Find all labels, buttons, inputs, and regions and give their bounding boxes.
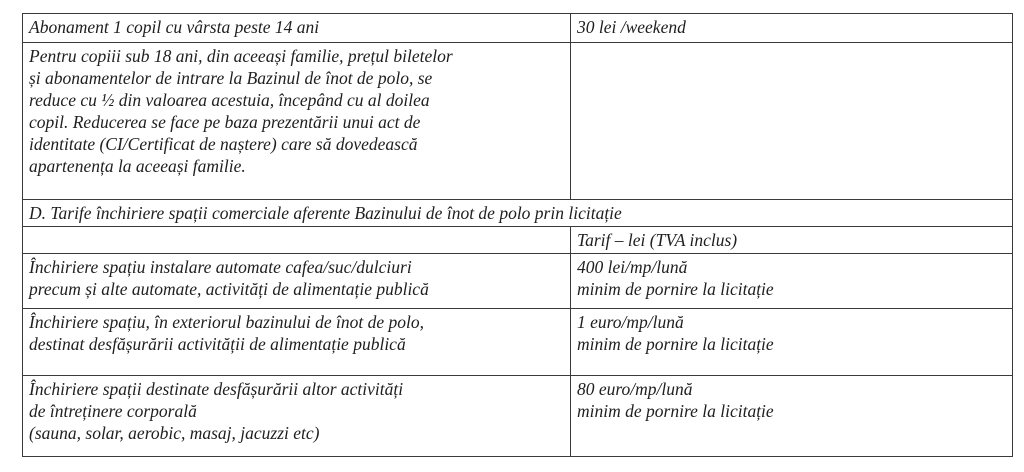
table-row-reducere (23, 43, 1013, 200)
rental-label-cell (23, 254, 571, 309)
section-d-title: D. Tarife închiriere spații comerciale aferente Bazinului de înot de polo prin licitație (29, 203, 622, 223)
section-d-header-row (23, 227, 1013, 254)
reducere-line: și abonamentelor de intrare la Bazinul de înot de polo, se (29, 68, 433, 88)
rental-price-line: minim de pornire la licitație (577, 279, 774, 299)
reducere-text-cell (23, 43, 571, 200)
rental-price-line: 400 lei/mp/lună (577, 257, 688, 277)
document-page (22, 13, 1012, 457)
section-d-title-cell (23, 200, 1013, 227)
reducere-empty-cell (571, 43, 1013, 200)
reducere-line: copil. Reducerea se face pe baza prezentării unui act de (29, 112, 421, 132)
abonament-price: 30 lei /weekend (577, 17, 686, 37)
rental-label-line: Închiriere spațiu instalare automate cafea/suc/dulciuri (29, 257, 412, 277)
abonament-label-cell (23, 14, 571, 43)
rental-label-line: precum și alte automate, activități de alimentație publică (29, 279, 429, 299)
table-row-rental (23, 309, 1013, 376)
reducere-line: Pentru copiii sub 18 ani, din aceeași familie, prețul biletelor (29, 46, 453, 66)
rental-label-line: (sauna, solar, aerobic, masaj, jacuzzi etc) (29, 423, 320, 443)
reducere-line: reduce cu ½ din valoarea acestuia, începând cu al doilea (29, 90, 430, 110)
table-row-rental (23, 376, 1013, 457)
rental-label-cell (23, 309, 571, 376)
section-d-title-row (23, 200, 1013, 227)
rental-label-line: Închiriere spații destinate desfășurării altor activități (29, 379, 404, 399)
rental-price-line: 80 euro/mp/lună (577, 379, 693, 399)
reducere-line: apartenența la aceeași familie. (29, 156, 246, 176)
abonament-price-cell (571, 14, 1013, 43)
table-row-rental (23, 254, 1013, 309)
abonament-label: Abonament 1 copil cu vârsta peste 14 ani (29, 17, 320, 37)
rental-price-line: 1 euro/mp/lună (577, 312, 684, 332)
rental-price-cell (571, 254, 1013, 309)
rental-price-cell (571, 376, 1013, 457)
rental-label-cell (23, 376, 571, 457)
rental-label-line: de întreținere corporală (29, 401, 197, 421)
rental-label-line: Închiriere spațiu, în exteriorul bazinului de înot de polo, (29, 312, 424, 332)
reducere-line: identitate (CI/Certificat de naștere) care să dovedească (29, 134, 418, 154)
tariff-header: Tarif – lei (TVA inclus) (577, 230, 738, 250)
header-empty-cell (23, 227, 571, 254)
rental-label-line: destinat desfășurării activității de alimentație publică (29, 334, 406, 354)
rental-price-cell (571, 309, 1013, 376)
tariff-table (22, 13, 1013, 457)
table-row-abonament (23, 14, 1013, 43)
rental-price-line: minim de pornire la licitație (577, 401, 774, 421)
tariff-header-cell (571, 227, 1013, 254)
rental-price-line: minim de pornire la licitație (577, 334, 774, 354)
